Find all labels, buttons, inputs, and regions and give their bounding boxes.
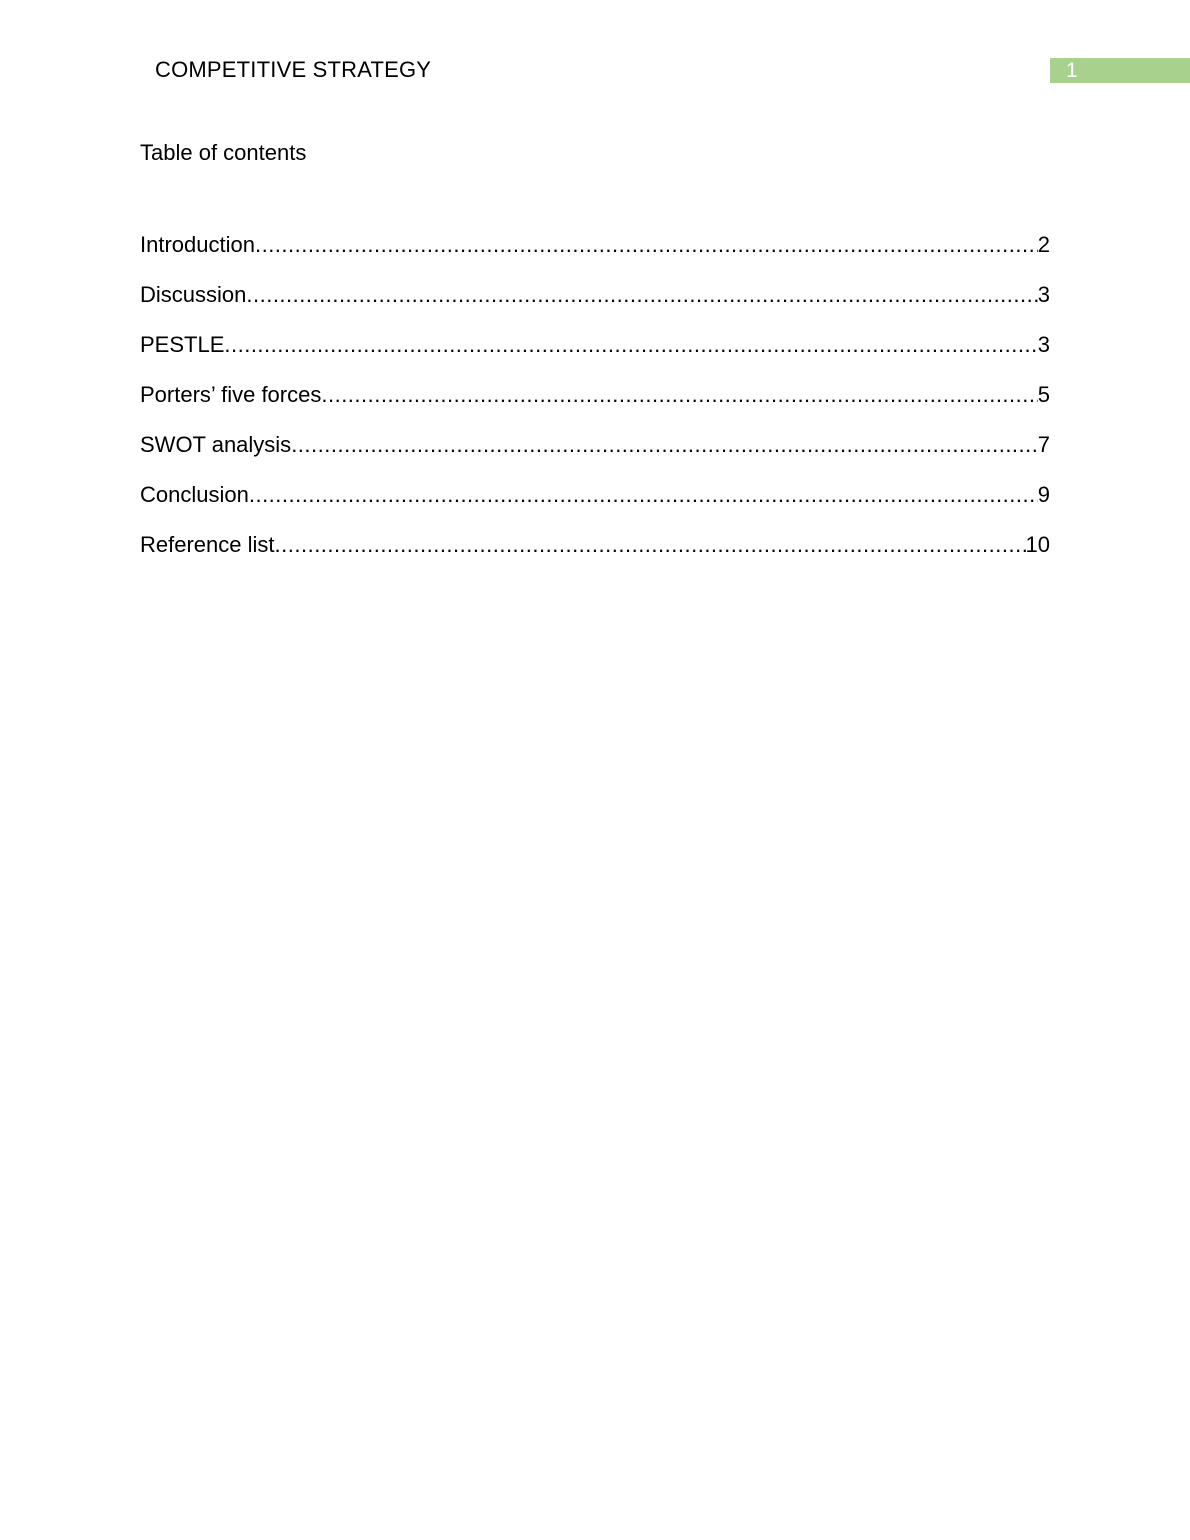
toc-entry-label: PESTLE [140,332,225,357]
toc-entry-introduction[interactable] [140,232,1050,282]
toc-dot-leader [246,282,1037,308]
toc-entry-page: 5 [1037,382,1050,407]
toc-entry-page: 10 [1025,532,1050,557]
toc-entry-pestle[interactable] [140,332,1050,382]
toc-entry-page: 3 [1037,332,1050,357]
toc-entry-label: Conclusion [140,482,249,507]
toc-entry-page: 7 [1037,432,1050,457]
toc-entry-porters-five-forces[interactable] [140,382,1050,432]
toc-entry-page: 9 [1037,482,1050,507]
toc-entry-label: Porters’ five forces [140,382,322,407]
toc-dot-leader [249,482,1038,508]
running-head: COMPETITIVE STRATEGY [155,57,432,82]
toc-entry-conclusion[interactable] [140,482,1050,532]
toc-dot-leader [275,532,1026,558]
toc-entry-label: Discussion [140,282,247,307]
toc-entry-label: Introduction [140,232,255,257]
toc-dot-leader [291,432,1038,458]
toc-entry-label: SWOT analysis [140,432,292,457]
toc-entry-discussion[interactable] [140,282,1050,332]
toc-entry-page: 2 [1037,232,1050,257]
toc-entry-reference-list[interactable] [140,532,1050,582]
toc-entry-swot-analysis[interactable] [140,432,1050,482]
toc-title: Table of contents [140,140,307,165]
toc-entry-label: Reference list [140,532,275,557]
toc-entry-page: 3 [1037,282,1050,307]
page-number-box [1050,58,1190,83]
toc-dot-leader [321,382,1037,408]
toc-dot-leader [255,232,1038,258]
toc-dot-leader [224,332,1037,358]
toc-list [140,232,1050,582]
page-number: 1 [1066,59,1078,82]
